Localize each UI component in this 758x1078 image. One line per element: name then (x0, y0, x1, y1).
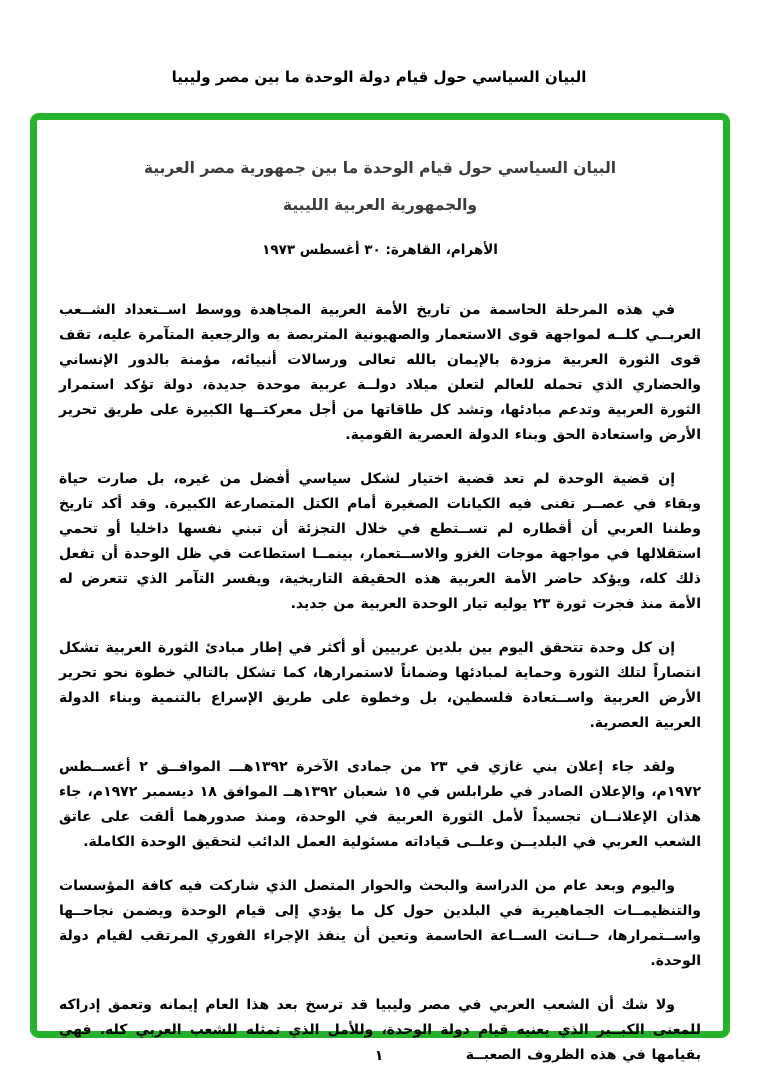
paragraph: إن قضية الوحدة لم تعد قضية اختيار لشكل سياسي أفضل من غيره، بل صارت حياة وبقاء في عصــر تفنى فيه الكيانات الصغيرة أمام الكتل المتصارعة الكبيرة. وقد أكد تاريخ وطننا العربي أن أقطاره لم تســتطع في خلال التجزئة أن تبني نفسها داخليا أو تحمي استقلالها في مواجهة موجات الغزو والاســتعمار، بينمــا استطاعت في ظل الوحدة أن تفعل ذلك كله، ويؤكد حاضر الأمة العربية هذه الحقيقة التاريخية، ويفسر التآمر الذي تتعرض له الأمة منذ فجرت ثورة ٢٣ يوليه تيار الوحدة العربية من جديد. (59, 471, 701, 612)
paragraph: إن كل وحدة تتحقق اليوم بين بلدين عربيين أو أكثر في إطار مبادئ الثورة العربية تشكل انتصاراً لتلك الثورة وحماية لمبادئها وضماناً لاستمرارها، كما تشكل بالتالي خطوة نحو تحرير الأرض العربية واســتعادة فلسطين، بل وخطوة على طريق الإسراع بالتنمية وبناء الدولة العربية العصرية. (59, 640, 701, 731)
paragraph: ولقد جاء إعلان بني غازي في ٢٣ من جمادى الآخرة ١٣٩٢هـــ الموافــق ٢ أغســطس ١٩٧٢م، والإعلان الصادر في طرابلس في ١٥ شعبان ١٣٩٢هــ الموافق ١٨ ديسمبر ١٩٧٢م، جاء هذان الإعلانــان تجسيداً لأمل الثورة العربية في الوحدة، ومنذ صدورهما ألقت على عاتق الشعب العربي في البلديــن وعلــى قياداته مسئولية العمل الدائب لتحقيق الوحدة الكاملة. (59, 759, 701, 850)
document-frame (30, 113, 730, 1063)
page-number: ١ (374, 1048, 384, 1064)
page-title: البيان السياسي حول قيام دولة الوحدة ما بين مصر وليبيا (171, 68, 587, 86)
paragraph: في هذه المرحلة الحاسمة من تاريخ الأمة العربية المجاهدة ووسط اســتعداد الشــعب العربــي كلــه لمواجهة قوى الاستعمار والصهيونية المتربصة به والرجعية المتآمرة عليه، تقف قوى الثورة العربية مزودة بالإيمان بالله تعالى ورسالات أنبيائه، مؤمنة بالدور الإنساني والحضاري الذي تحمله للعالم لتعلن ميلاد دولــة عربية موحدة جديدة، دولة تؤكد استمرار الثورة العربية وتدعم مبادئها، وتشد كل طاقاتها من أجل معركتــها الكبيرة على طريق تحرير الأرض واستعادة الحق وبناء الدولة العصرية القومية. (59, 302, 701, 443)
paragraph: واليوم وبعد عام من الدراسة والبحث والحوار المتصل الذي شاركت فيه كافة المؤسسات والتنظيمــات الجماهيرية في البلدين حول كل ما يؤدي إلى قيام الوحدة ويضمن نجاحــها واســتمرارها، حــانت الســاعة الحاسمة وتعين أن ينفذ الإجراء الفوري المرتقب لقيام دولة الوحدة. (59, 878, 701, 969)
document-title-line-1: البيان السياسي حول قيام الوحدة ما بين جمهورية مصر العربية (143, 159, 617, 177)
document-body (59, 298, 701, 1068)
paragraph: ولا شك أن الشعب العربي في مصر وليبيا قد ترسخ بعد هذا العام إيمانه وتعمق إدراكه للمعنى الكبــير الذي يعنيه قيام دولة الوحدة، وللأمل الذي تمثله للشعب العربي كله. فهي بقيامها في هذه الظروف الصعبــة (59, 997, 701, 1063)
document-dateline: الأهرام، القاهرة: ٣٠ أغسطس ١٩٧٣ (262, 242, 498, 258)
document-title-line-2: والجمهورية العربية الليبية (282, 196, 478, 214)
